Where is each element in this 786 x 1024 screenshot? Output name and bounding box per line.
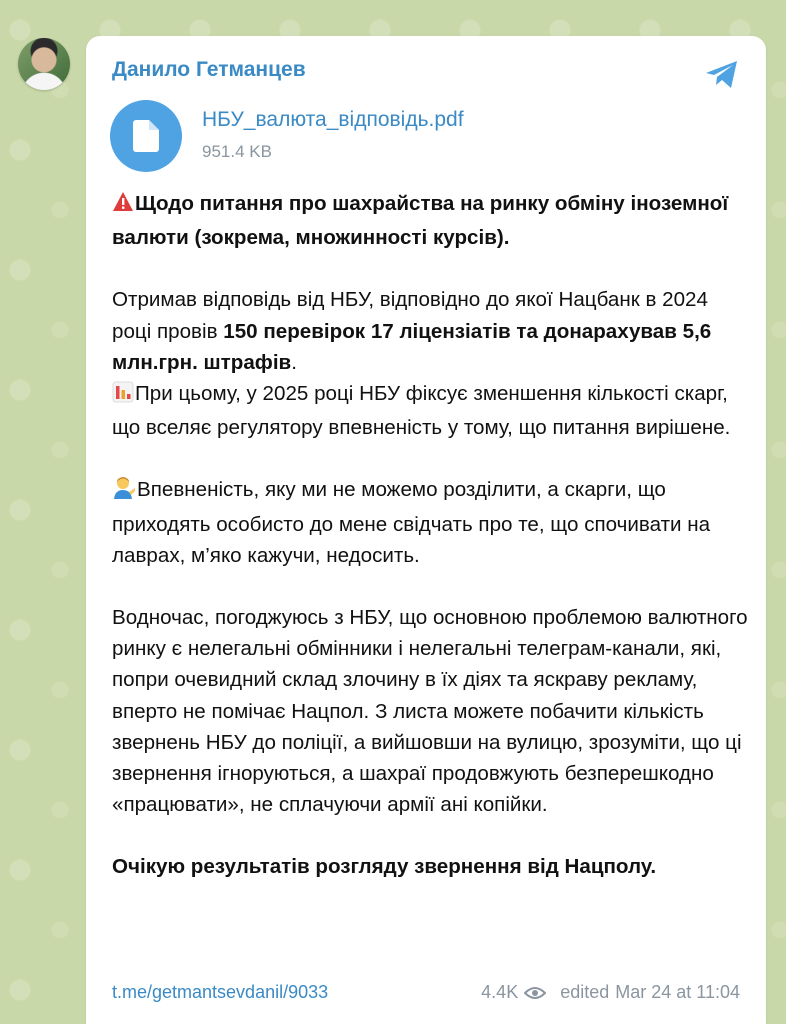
eye-icon bbox=[524, 986, 546, 1000]
post-timestamp: Mar 24 at 11:04 bbox=[615, 982, 740, 1002]
edited-label: edited bbox=[560, 982, 610, 1002]
paragraph-3-text: При цьому, у 2025 році НБУ фіксує зменшення кількості скарг, що вселяє регулятору впевненість у тому, що питання вирішене. bbox=[112, 382, 731, 440]
chart-emoji bbox=[112, 381, 134, 412]
author-name[interactable]: Данило Гетманцев bbox=[112, 58, 306, 81]
file-size: 951.4 KB bbox=[202, 142, 272, 161]
paragraph-2-text: Отримав відповідь від НБУ, відповідно до якої Нацбанк в 2024 році провів bbox=[112, 288, 708, 343]
person-tipping-hand-emoji bbox=[112, 475, 136, 508]
file-name-link[interactable]: НБУ_валюта_відповідь.pdf bbox=[202, 108, 464, 131]
document-icon[interactable] bbox=[110, 100, 182, 172]
message-meta bbox=[481, 982, 740, 1003]
message-text bbox=[112, 188, 752, 883]
message-card bbox=[86, 36, 766, 1024]
closing-statement: Очікую результатів розгляду звернення від Нацполу. bbox=[112, 855, 657, 879]
post-link[interactable]: t.me/getmantsevdanil/9033 bbox=[112, 982, 329, 1002]
paragraph-2-end: . bbox=[291, 350, 297, 374]
telegram-share-icon[interactable] bbox=[702, 54, 742, 94]
post-heading: Щодо питання про шахрайства на ринку обміну іноземної валюти (зокрема, множинності курсів). bbox=[112, 192, 729, 250]
paragraph-5-text: Водночас, погоджуюсь з НБУ, що основною проблемою валютного ринку є нелегальні обмінники і нелегальні телеграм-канали, які, попри очевидний склад злочину в їх діях та яскраву рекламу, вперто не помічає Нацпол. З листа можете побачити кількість звернень НБУ до поліції, а вийшовши на вулицю, зрозуміти, що ці звернення ігноруються, а шахраї продовжують безперешкодно «працювати», не сплачуючи армії ані копійки. bbox=[112, 606, 748, 817]
view-count: 4.4K bbox=[481, 982, 519, 1002]
paragraph-4-text: Впевненість, яку ми не можемо розділити, а скарги, що приходять особисто до мене свідчать про те, що спочивати на лаврах, м’яко кажучи, недосить. bbox=[112, 478, 711, 567]
paragraph-2-bold: 150 перевірок 17 ліцензіатів та донарахував 5,6 млн.грн. штрафів bbox=[112, 319, 712, 374]
author-avatar[interactable] bbox=[18, 38, 70, 90]
warning-emoji bbox=[112, 191, 134, 222]
